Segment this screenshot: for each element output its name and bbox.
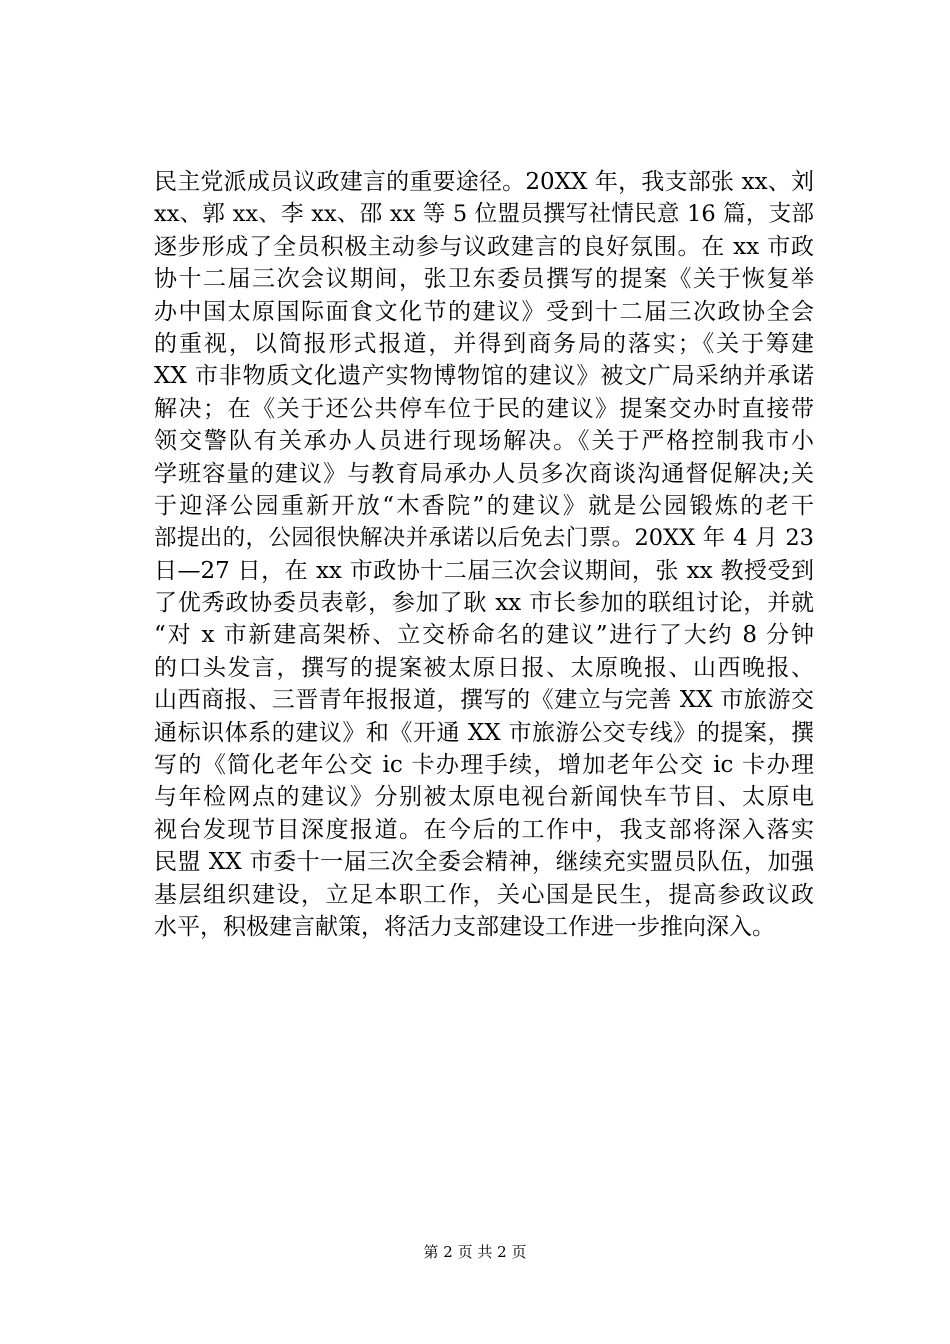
text-line: “对 x 市新建高架桥、立交桥命名的建议”进行了大约 8 分钟 <box>154 622 814 649</box>
text-line: 办中国太原国际面食文化节的建议》受到十二届三次政协全会 <box>154 298 814 325</box>
text-line: 的口头发言，撰写的提案被太原日报、太原晚报、山西晚报、 <box>154 654 814 681</box>
text-line: 的重视，以简报形式报道，并得到商务局的落实；《关于筹建 <box>154 330 814 357</box>
text-line: 日—27 日，在 xx 市政协十二届三次会议期间，张 xx 教授受到 <box>154 557 814 584</box>
text-line: XX 市非物质文化遗产实物博物馆的建议》被文广局采纳并承诺 <box>154 363 814 390</box>
text-line: 逐步形成了全员积极主动参与议政建言的良好氛围。在 xx 市政 <box>154 233 814 260</box>
text-line: 协十二届三次会议期间，张卫东委员撰写的提案《关于恢复举 <box>154 266 814 293</box>
text-line: 写的《简化老年公交 ic 卡办理手续，增加老年公交 ic 卡办理 <box>154 752 814 779</box>
text-line: 山西商报、三晋青年报报道，撰写的《建立与完善 XX 市旅游交 <box>154 687 814 714</box>
text-line: 水平，积极建言献策，将活力支部建设工作进一步推向深入。 <box>154 913 775 940</box>
text-line: 解决；在《关于还公共停车位于民的建议》提案交办时直接带 <box>154 395 814 422</box>
text-line: 领交警队有关承办人员进行现场解决。《关于严格控制我市小 <box>154 428 814 455</box>
text-line: 部提出的，公园很快解决并承诺以后免去门票。20XX 年 4 月 23 <box>154 525 814 552</box>
text-line: 了优秀政协委员表彰，参加了耿 xx 市长参加的联组讨论，并就 <box>154 590 814 617</box>
text-line: 通标识体系的建议》和《开通 XX 市旅游公交专线》的提案，撰 <box>154 719 814 746</box>
body-paragraph <box>154 166 814 943</box>
text-line: 基层组织建设，立足本职工作，关心国是民生，提高参政议政 <box>154 881 814 908</box>
text-line: 民主党派成员议政建言的重要途径。20XX 年，我支部张 xx、刘 <box>154 169 814 195</box>
text-line: 视台发现节目深度报道。在今后的工作中，我支部将深入落实 <box>154 816 814 843</box>
text-line: 与年检网点的建议》分别被太原电视台新闻快车节目、太原电 <box>154 784 814 811</box>
text-line: xx、郭 xx、李 xx、邵 xx 等 5 位盟员撰写社情民意 16 篇，支部 <box>154 201 814 228</box>
text-line: 民盟 XX 市委十一届三次全委会精神，继续充实盟员队伍，加强 <box>154 849 814 876</box>
page-number-footer: 第 2 页 共 2 页 <box>423 1243 527 1261</box>
text-line: 于迎泽公园重新开放“木香院”的建议》就是公园锻炼的老干 <box>154 492 814 519</box>
text-line: 学班容量的建议》与教育局承办人员多次商谈沟通督促解决;关 <box>154 460 814 487</box>
